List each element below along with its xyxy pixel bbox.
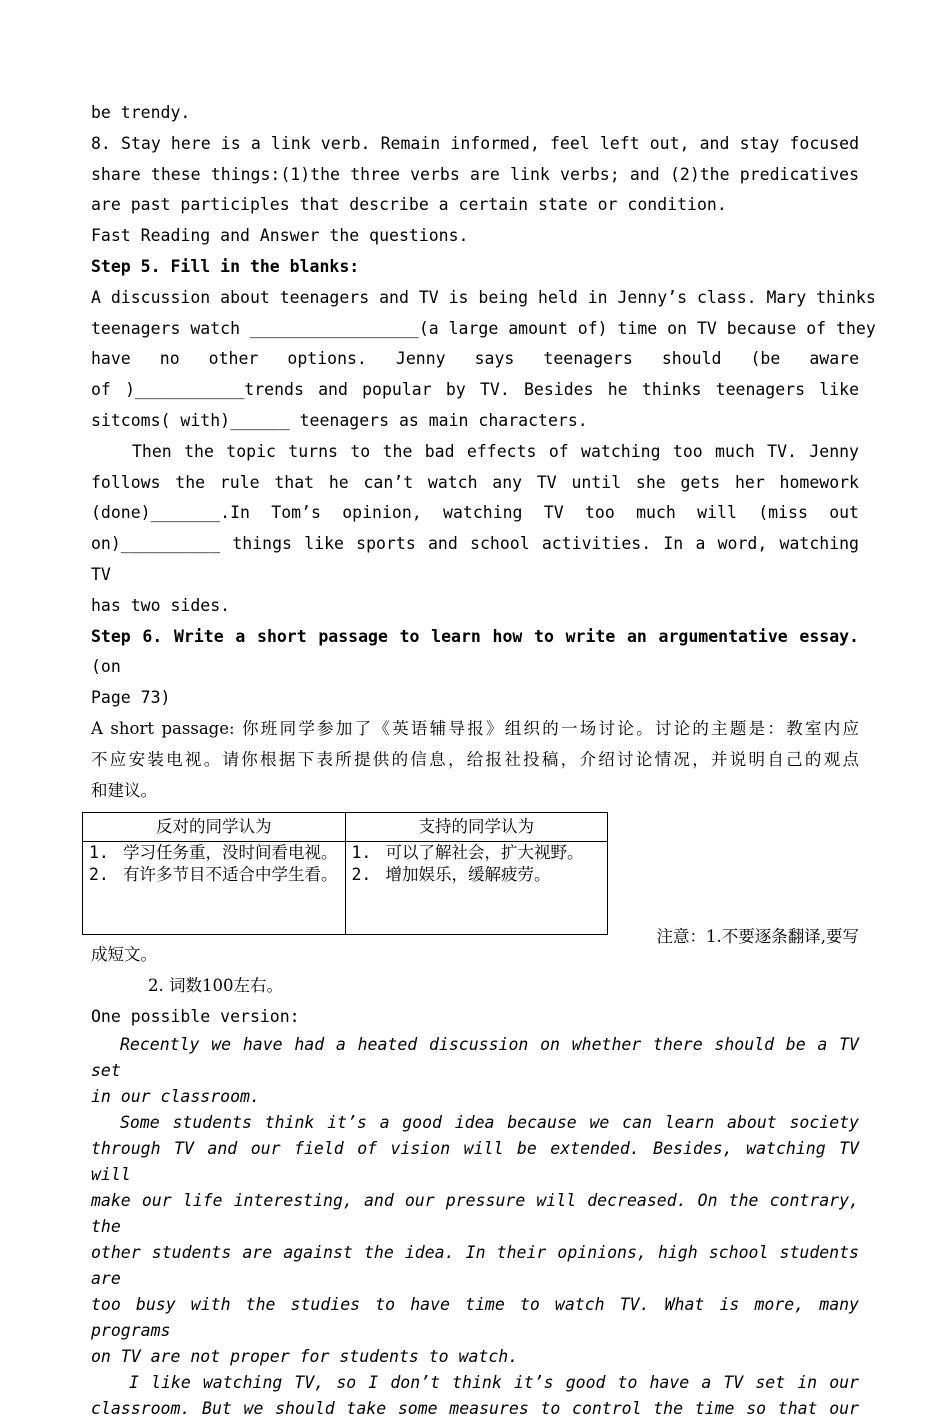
step5-line: has two sides. — [91, 595, 231, 615]
step6-heading: Step 6. Write a short passage to learn how to write an argumentative essay. — [91, 626, 859, 646]
essay-line: too busy with the studies to have time to watch TV. What is more, many programs — [91, 1294, 859, 1340]
sample-label: One possible version: — [91, 1006, 300, 1026]
note-requirement-1-cont: 成短文。 — [91, 945, 157, 965]
sample-essay — [91, 1032, 859, 1422]
text-line: are past participles that describe a certain state or condition. — [91, 195, 727, 215]
step5-line: of )___________trends and popular by TV. Besides he thinks teenagers like — [91, 380, 859, 400]
opinion-table — [82, 812, 608, 935]
item-number: 2. — [89, 865, 109, 885]
step5-line: on)__________ things like sports and school activities. In a word, watching TV — [91, 534, 859, 584]
table-header-against: 反对的同学认为 — [83, 813, 346, 842]
note-requirement-1: 注意：1.不要逐条翻译,要写 — [656, 927, 859, 947]
list-item — [89, 864, 339, 886]
list-item — [352, 864, 602, 886]
item-text: 学习任务重，没时间看电视。 — [123, 843, 338, 863]
essay-line: I like watching TV, so I don’t think it’s good to have a TV set in our — [129, 1372, 859, 1392]
support-cell — [345, 842, 608, 935]
text-line: be trendy. — [91, 103, 191, 122]
list-item — [89, 842, 339, 864]
text-line: 8. Stay here is a link verb. Remain informed, feel left out, and stay focused — [91, 133, 859, 153]
step5-line: Then the topic turns to the bad effects of watching too much TV. Jenny — [132, 441, 859, 461]
essay-line: through TV and our field of vision will be extended. Besides, watching TV will — [91, 1138, 859, 1184]
essay-line: Recently we have had a heated discussion on whether there should be a TV set — [91, 1034, 859, 1080]
step6-prompt-line: 不应安装电视。请你根据下表所提供的信息，给报社投稿，介绍讨论情况，并说明自己的观点 — [91, 749, 859, 769]
step5-line: A discussion about teenagers and TV is being held in Jenny’s class. Mary thinks — [91, 287, 876, 307]
step6-prompt-line: A short passage: 你班同学参加了《英语辅导报》组织的一场讨论。讨论的主题是：教室内应 — [91, 718, 859, 738]
list-item — [352, 842, 602, 864]
step5-line: (done)_______.In Tom’s opinion, watching TV too much will (miss out — [91, 503, 859, 523]
essay-line: Some students think it’s a good idea because we can learn about society — [120, 1112, 859, 1132]
note-requirement-2: 2. 词数100左右。 — [148, 976, 283, 996]
item-text: 可以了解社会，扩大视野。 — [385, 843, 584, 863]
step5-line: have no other options. Jenny says teenagers should (be aware — [91, 349, 859, 369]
text-line: share these things:(1)the three verbs are link verbs; and (2)the predicatives — [91, 164, 859, 184]
text-line: Fast Reading and Answer the questions. — [91, 226, 469, 246]
essay-line: on TV are not proper for students to watch. — [91, 1346, 519, 1366]
opinion-table-area — [89, 812, 859, 947]
item-number: 1. — [89, 843, 109, 863]
table-header-support: 支持的同学认为 — [345, 813, 608, 842]
step5-line: follows the rule that he can’t watch any TV until she gets her homework — [91, 472, 859, 492]
item-text: 有许多节目不适合中学生看。 — [123, 865, 338, 885]
item-number: 1. — [351, 843, 372, 863]
essay-line: make our life interesting, and our pressure will decreased. On the contrary, the — [91, 1190, 859, 1236]
essay-line: other students are against the idea. In their opinions, high school students are — [91, 1242, 859, 1288]
step6-heading-line — [91, 622, 859, 684]
document-page — [89, 98, 876, 1422]
step5-heading: Step 5. Fill in the blanks: — [91, 256, 360, 276]
essay-line: classroom. But we should take some measures to control the time so that our — [91, 1398, 859, 1418]
against-cell — [83, 842, 346, 935]
step6-prompt-line: 和建议。 — [91, 780, 157, 800]
item-number: 2. — [351, 865, 372, 885]
essay-line: in our classroom. — [91, 1086, 260, 1106]
step6-page-ref: Page 73) — [91, 688, 171, 708]
item-text: 增加娱乐，缓解疲劳。 — [385, 865, 551, 885]
step6-heading-tail: (on — [91, 657, 121, 677]
step5-line: sitcoms( with)______ teenagers as main characters. — [91, 410, 588, 430]
step5-line: teenagers watch _________________(a large amount of) time on TV because of they — [91, 318, 876, 338]
